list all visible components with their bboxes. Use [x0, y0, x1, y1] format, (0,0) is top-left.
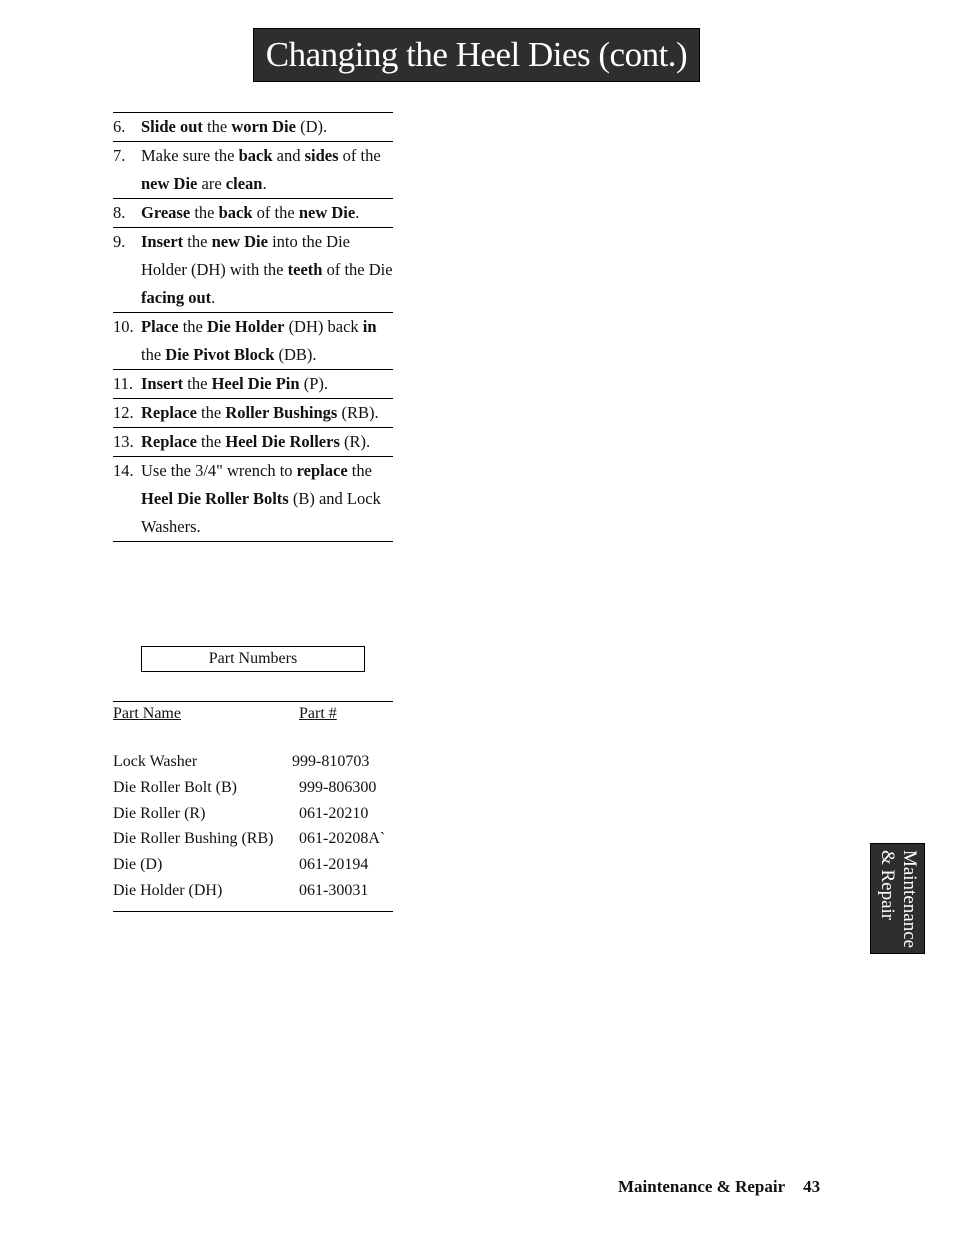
step-text-run: of the Die [322, 260, 393, 279]
step-text-emphasis: Heel Die Rollers [225, 432, 340, 451]
step-number: 14. [113, 461, 134, 480]
table-row [113, 830, 393, 856]
part-name-header: Part Name [113, 705, 181, 722]
step-text-run: the [190, 203, 219, 222]
section-tab-text [876, 849, 920, 947]
step-text-run: (RB). [337, 403, 379, 422]
step-text [141, 428, 393, 456]
step-text-run: (DB). [274, 345, 317, 364]
step-text-emphasis: Die Pivot Block [165, 345, 275, 364]
step-text-run: the [347, 461, 372, 480]
step-text [141, 313, 393, 369]
part-number-cell: 999-806300 [299, 778, 377, 796]
step-text-emphasis: clean [225, 174, 263, 193]
table-row [113, 805, 393, 831]
step-text-run: Use the 3/4" wrench to [141, 461, 297, 480]
step-number: 11. [113, 374, 134, 393]
part-name-cell: Die Holder (DH) [113, 881, 223, 899]
step-text [141, 113, 393, 141]
page-number: 43 [803, 1177, 821, 1196]
step-text-emphasis: Slide out [141, 117, 203, 136]
step-text-run: (D). [295, 117, 328, 136]
step-text-run: (B) and Lock Washers. [141, 489, 381, 536]
step-item [113, 427, 393, 456]
step-text [141, 370, 393, 398]
step-text-emphasis: new Die [211, 232, 268, 251]
step-text-run: the [141, 345, 166, 364]
step-text-emphasis: in [362, 317, 377, 336]
step-item [113, 398, 393, 427]
step-text-emphasis: new Die [298, 203, 356, 222]
step-number: 13. [113, 432, 134, 451]
step-text-run: the [196, 403, 226, 422]
table-row [113, 779, 393, 805]
step-text-run: the [202, 117, 232, 136]
step-text-run: and [272, 146, 305, 165]
step-text-run: (DH) back [284, 317, 363, 336]
step-text-emphasis: Grease [141, 203, 191, 222]
table-row [113, 856, 393, 882]
step-text-run: of the [338, 146, 381, 165]
step-item [113, 312, 393, 369]
parts-table [113, 701, 393, 912]
title-banner [253, 28, 700, 82]
step-number: 12. [113, 403, 134, 422]
part-number-cell: 061-20194 [299, 856, 369, 874]
step-text-emphasis: sides [304, 146, 339, 165]
step-text-emphasis: worn Die [231, 117, 296, 136]
parts-table-header [113, 703, 393, 727]
step-text-emphasis: Place [141, 317, 179, 336]
step-text-emphasis: Die Holder [206, 317, 285, 336]
step-text-run: . [262, 174, 267, 193]
step-text-emphasis: Insert [141, 232, 184, 251]
step-text-run: the [183, 374, 212, 393]
step-text [141, 457, 393, 541]
step-text-run: into the Die Holder (DH) with the [141, 232, 350, 279]
part-name-cell: Die Roller Bushing (RB) [113, 830, 274, 848]
step-text [141, 199, 393, 227]
step-item [113, 227, 393, 312]
page-footer [618, 1177, 820, 1197]
step-text [141, 142, 393, 198]
table-row [113, 882, 393, 908]
part-name-cell: Die Roller Bolt (B) [113, 778, 237, 796]
step-text-run: . [211, 288, 216, 307]
step-text [141, 399, 393, 427]
section-tab [870, 843, 925, 954]
parts-table-body [113, 753, 393, 911]
step-text-run: . [355, 203, 360, 222]
footer-section: Maintenance & Repair [618, 1177, 786, 1196]
step-number: 9. [113, 232, 126, 251]
part-number-cell: 061-20210 [299, 804, 369, 822]
step-item [113, 198, 393, 227]
part-name-cell: Die Roller (R) [113, 804, 206, 822]
section-tab-line2: & Repair [876, 849, 898, 920]
part-number-header: Part # [299, 705, 337, 722]
step-item [113, 456, 393, 541]
step-text-run: the [196, 432, 226, 451]
step-item [113, 369, 393, 398]
step-text-emphasis: facing out [141, 288, 212, 307]
step-text-emphasis: teeth [287, 260, 323, 279]
step-number: 7. [113, 146, 126, 165]
section-tab-line1: Maintenance [898, 849, 920, 948]
step-text [141, 228, 393, 312]
step-text-run: of the [252, 203, 299, 222]
step-text-emphasis: new Die [141, 174, 198, 193]
step-text-emphasis: Replace [141, 403, 197, 422]
step-number: 6. [113, 117, 126, 136]
step-number: 8. [113, 203, 126, 222]
step-text-run: (P). [299, 374, 328, 393]
step-text-emphasis: back [238, 146, 273, 165]
step-item [113, 113, 393, 141]
step-text-run: (R). [339, 432, 371, 451]
step-text-emphasis: back [218, 203, 253, 222]
part-name-cell: Die (D) [113, 856, 163, 874]
part-number-cell: 061-30031 [299, 881, 369, 899]
step-text-emphasis: Heel Die Roller Bolts [141, 489, 289, 508]
step-list [113, 112, 393, 542]
step-text-run: are [197, 174, 226, 193]
step-text-emphasis: replace [296, 461, 348, 480]
part-number-cell: 061-20208A` [299, 830, 386, 848]
step-number: 10. [113, 317, 134, 336]
step-item [113, 141, 393, 198]
step-text-emphasis: Heel Die Pin [211, 374, 300, 393]
step-text-run: Make sure the [141, 146, 239, 165]
page-title: Changing the Heel Dies (cont.) [265, 35, 688, 74]
part-number-cell: 999-810703 [292, 753, 370, 770]
table-row [113, 753, 393, 779]
step-text-run: the [183, 232, 212, 251]
step-text-run: the [178, 317, 207, 336]
step-text-emphasis: Roller Bushings [225, 403, 338, 422]
part-numbers-label: Part Numbers [141, 646, 365, 672]
step-text-emphasis: Insert [141, 374, 184, 393]
part-name-cell: Lock Washer [113, 753, 198, 770]
step-text-emphasis: Replace [141, 432, 197, 451]
